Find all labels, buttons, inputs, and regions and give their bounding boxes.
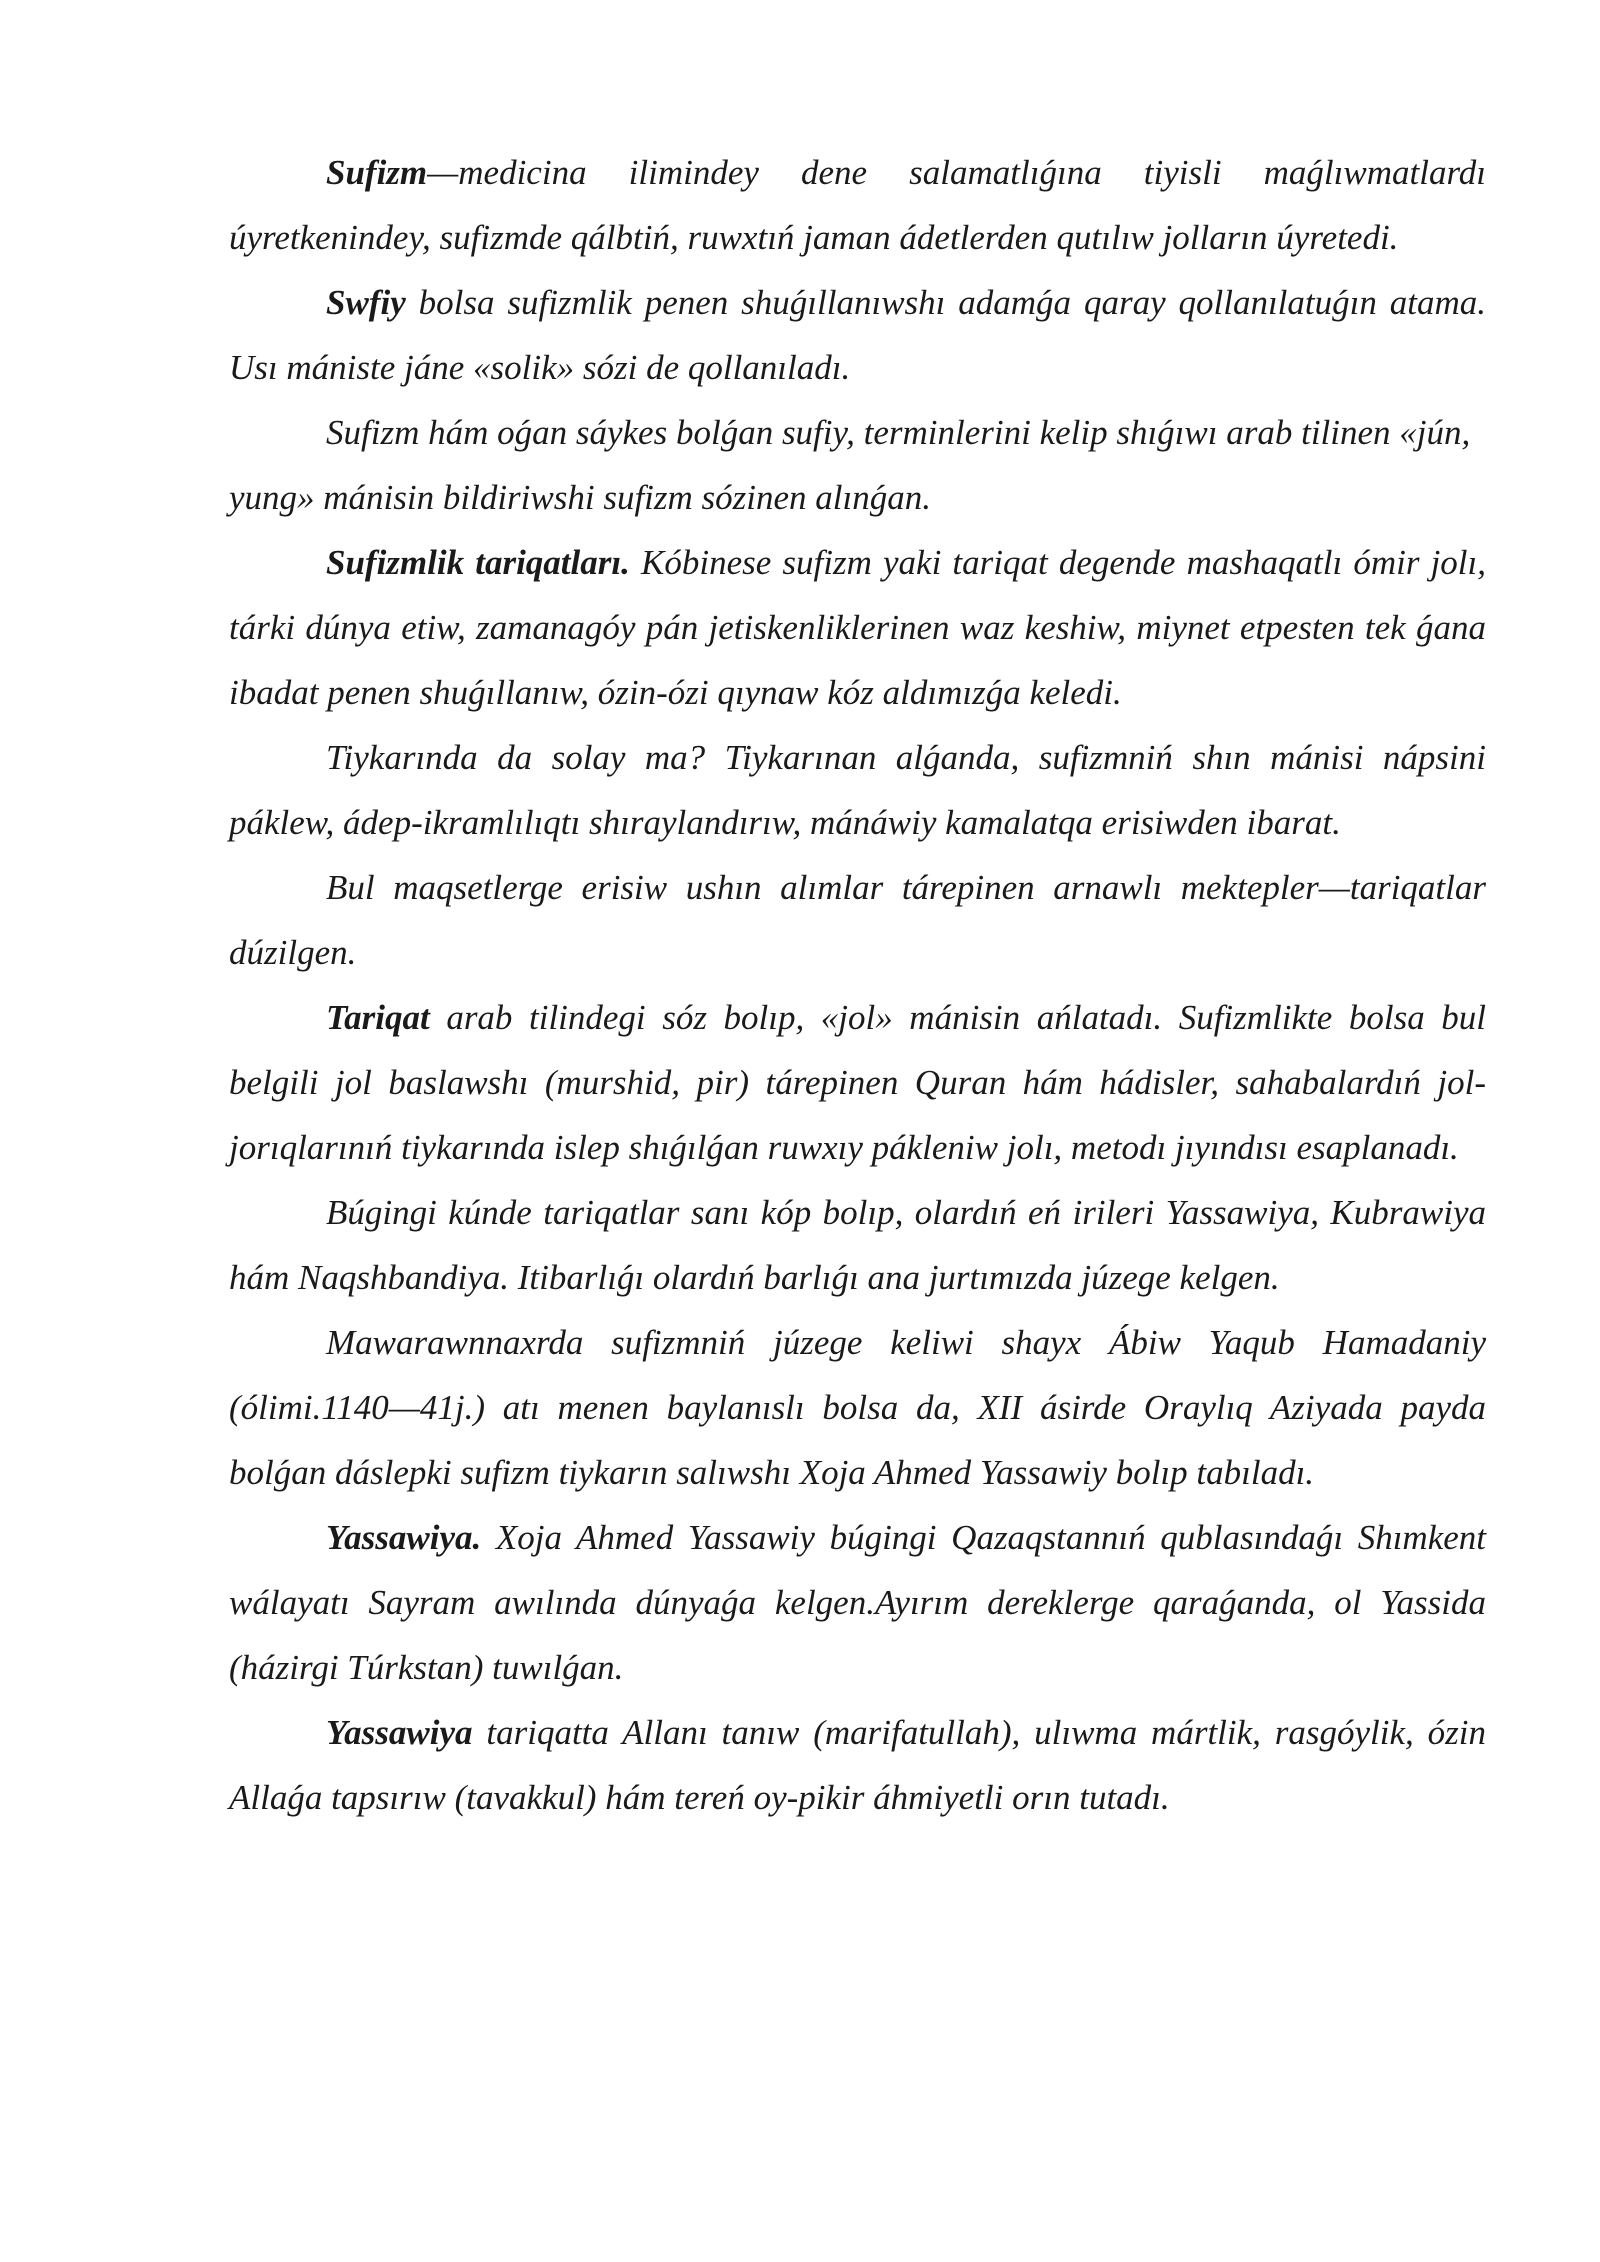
- paragraph-sufizm: [229, 140, 1486, 270]
- paragraph-etymology: [229, 400, 1486, 530]
- paragraph-text: Kóbinese sufizm yaki tariqat degende mashaqatlı ómir jolı, tárki dúnya etiw, zamanagóy pán jetiskenliklerinen waz keshiw, miynet etpesten tek ǵana ibadat penen shuǵıllanıw, ózin-ózi qıynaw kóz aldımızǵa keledi.: [229, 543, 1486, 712]
- paragraph-text: Búgingi kúnde tariqatlar sanı kóp bolıp, olardıń eń irileri Yassawiya, Kubrawiya hám Naqshbandiya. Itibarlıǵı olardıń barlıǵı ana jurtımızda júzege kelgen.: [229, 1193, 1486, 1297]
- paragraph-text: Mawarawnnaxrda sufizmniń júzege keliwi shayx Ábiw Yaqub Hamadaniy (ólimi.1140—41j.) atı menen baylanıslı bolsa da, XII ásirde Oraylıq Aziyada payda bolǵan dáslepki sufizm tiykarın salıwshı Xoja Ahmed Yassawiy bolıp tabıladı.: [229, 1323, 1486, 1492]
- paragraph-text: Sufizm hám oǵan sáykes bolǵan sufiy, terminlerini kelip shıǵıwı arab tilinen «jún, yung» mánisin bildiriwshi sufizm sózinen alınǵan.: [229, 413, 1471, 517]
- term-swfiy: Swfiy: [326, 283, 406, 322]
- paragraph-text: arab tilindegi sóz bolıp, «jol» mánisin ańlatadı. Sufizmlikte bolsa bul belgili jol baslawshı (murshid, pir) tárepinen Quran hám hádisler, sahabalardıń jol-jorıqlarınıń tiykarında islep shıǵılǵan ruwxıy pákleniw jolı, metodı jıyındısı esaplanadı.: [229, 998, 1486, 1167]
- paragraph-text: bolsa sufizmlik penen shuǵıllanıwshı adamǵa qaray qollanılatuǵın atama. Usı mániste jáne «solik» sózi de qollanıladı.: [229, 283, 1486, 387]
- paragraph-text: Xoja Ahmed Yassawiy búgingi Qazaqstannıń qublasındaǵı Shımkent wálayatı Sayram awılında dúnyaǵa kelgen.Ayırım dereklerge qaraǵanda, ol Yassida (házirgi Túrkstan) tuwılǵan.: [229, 1518, 1486, 1687]
- term-tariqat: Tariqat: [326, 998, 430, 1037]
- paragraph-text: tariqatta Allanı tanıw (marifatullah), ulıwma mártlik, rasgóylik, ózin Allaǵa tapsırıw (tavakkul) hám tereń oy-pikir áhmiyetli orın tutadı.: [229, 1713, 1486, 1817]
- paragraph-maqsetler: [229, 855, 1486, 985]
- term-yassawiya: Yassawiya: [326, 1713, 473, 1752]
- paragraph-tariqatlar: [229, 530, 1486, 725]
- term-yassawiya-heading: Yassawiya.: [326, 1518, 482, 1557]
- term-sufizm: Sufizm: [326, 153, 428, 192]
- paragraph-text: Bul maqsetlerge erisiw ushın alımlar tárepinen arnawlı mektepler—tariqatlar dúzilgen.: [229, 868, 1486, 972]
- paragraph-swfiy: [229, 270, 1486, 400]
- paragraph-mawarawnnaxr: [229, 1310, 1486, 1505]
- paragraph-yassawiya-intro: [229, 1505, 1486, 1700]
- paragraph-tiykarinda: [229, 725, 1486, 855]
- paragraph-tariqat: [229, 985, 1486, 1180]
- paragraph-text: —medicina ilimindey dene salamatlıǵına tiyisli maǵlıwmatlardı úyretkenindey, sufizmde qálbtiń, ruwxtıń jaman ádetlerden qutılıw jolların úyretedi.: [229, 153, 1486, 257]
- document-page: [229, 140, 1486, 1830]
- term-sufizmlik-tariqatlari: Sufizmlik tariqatları.: [326, 543, 630, 582]
- paragraph-yassawiya-tariqat: [229, 1700, 1486, 1830]
- paragraph-bugingi: [229, 1180, 1486, 1310]
- paragraph-text: Tiykarında da solay ma? Tiykarınan alǵanda, sufizmniń shın mánisi nápsini páklew, ádep-ikramlılıqtı shıraylandırıw, mánáwiy kamalatqa erisiwden ibarat.: [229, 738, 1486, 842]
